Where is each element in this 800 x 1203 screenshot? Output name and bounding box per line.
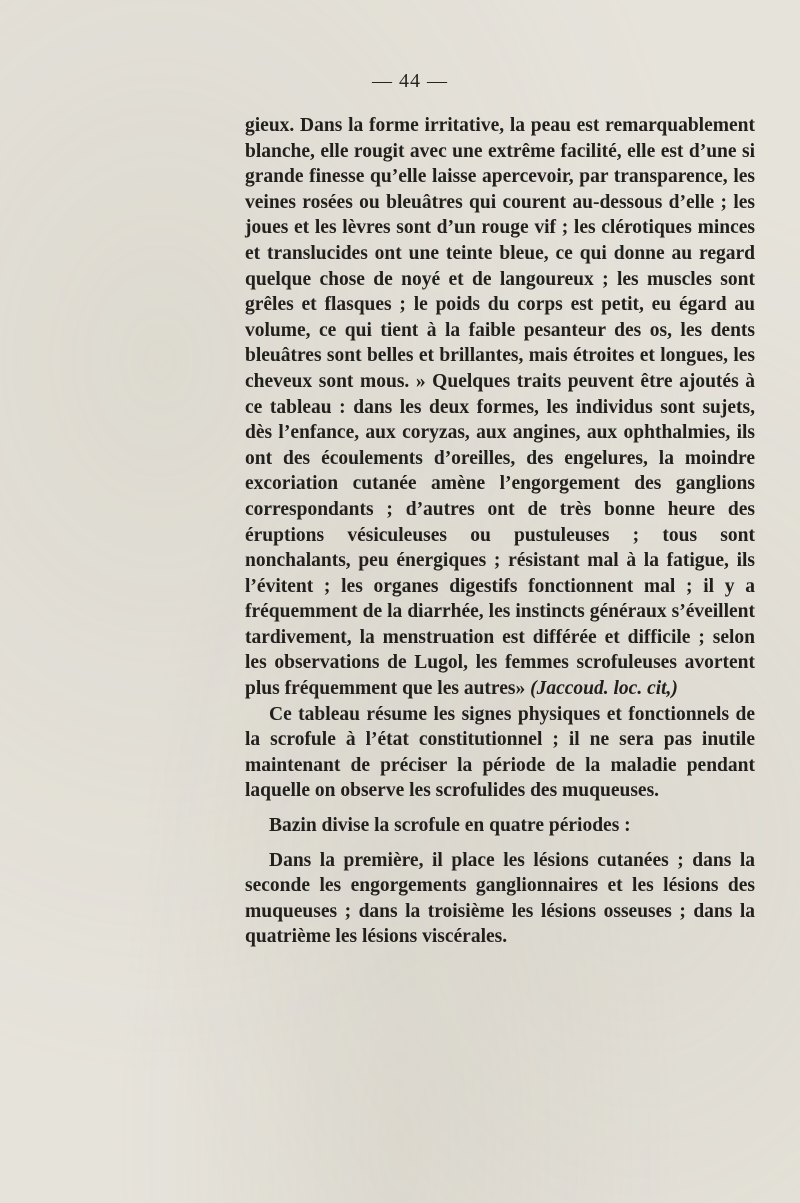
paragraph-3: Bazin divise la scrofule en quatre périodes : bbox=[269, 815, 631, 837]
body-text bbox=[245, 113, 755, 950]
paragraph-1 bbox=[245, 113, 755, 702]
paragraph-4: Dans la première, il place les lésions cutanées ; dans la seconde les engorgements ganglionnaires et les lésions des muqueuses ; dans la troisième les lésions osseuses ; dans la quatrième les lésions viscérales. bbox=[245, 849, 755, 948]
paragraph-2: Ce tableau résume les signes physiques et fonctionnels de la scrofule à l’état constitutionnel ; il ne sera pas inutile maintenant de préciser la période de la maladie pendant laquelle on observe les scrofulides des muqueuses. bbox=[245, 703, 755, 802]
citation: (Jaccoud. loc. cit,) bbox=[530, 678, 678, 700]
paragraph-1-text: gieux. Dans la forme irritative, la peau est remarquablement blanche, elle rougit avec une extrême facilité, elle est d’une si grande finesse qu’elle laisse apercevoir, par transparence, les veines rosées ou bleuâtres qui courent au-dessous d’elle ; les joues et les lèvres sont d’un rouge vif ; les clérotiques minces et translucides ont une teinte bleue, ce qui donne au regard quelque chose de noyé et de langoureux ; les muscles sont grêles et flasques ; le poids du corps est petit, eu égard au volume, ce qui tient à la faible pesanteur des os, les dents bleuâtres sont belles et brillantes, mais étroites et longues, les cheveux sont mous. » Quelques traits peuvent être ajoutés à ce tableau : dans les deux formes, les individus sont sujets, dès l’enfance, aux coryzas, aux angines, aux ophthalmies, ils ont des écoulements d’oreilles, des engelures, la moindre excoriation cutanée amène l’engorgement des ganglions correspondants ; d’autres ont de très bonne heure des éruptions vésiculeuses ou pustuleuses ; tous sont nonchalants, peu énergiques ; résistant mal à la fatigue, ils l’évitent ; les organes digestifs fonctionnent mal ; il y a fréquemment de la diarrhée, les instincts généraux s’éveillent tardivement, la menstruation est différée et difficile ; selon les observations de Lugol, les femmes scrofuleuses avortent plus fréquemment que les autres» bbox=[245, 115, 755, 700]
page-number: — 44 — bbox=[372, 70, 448, 92]
